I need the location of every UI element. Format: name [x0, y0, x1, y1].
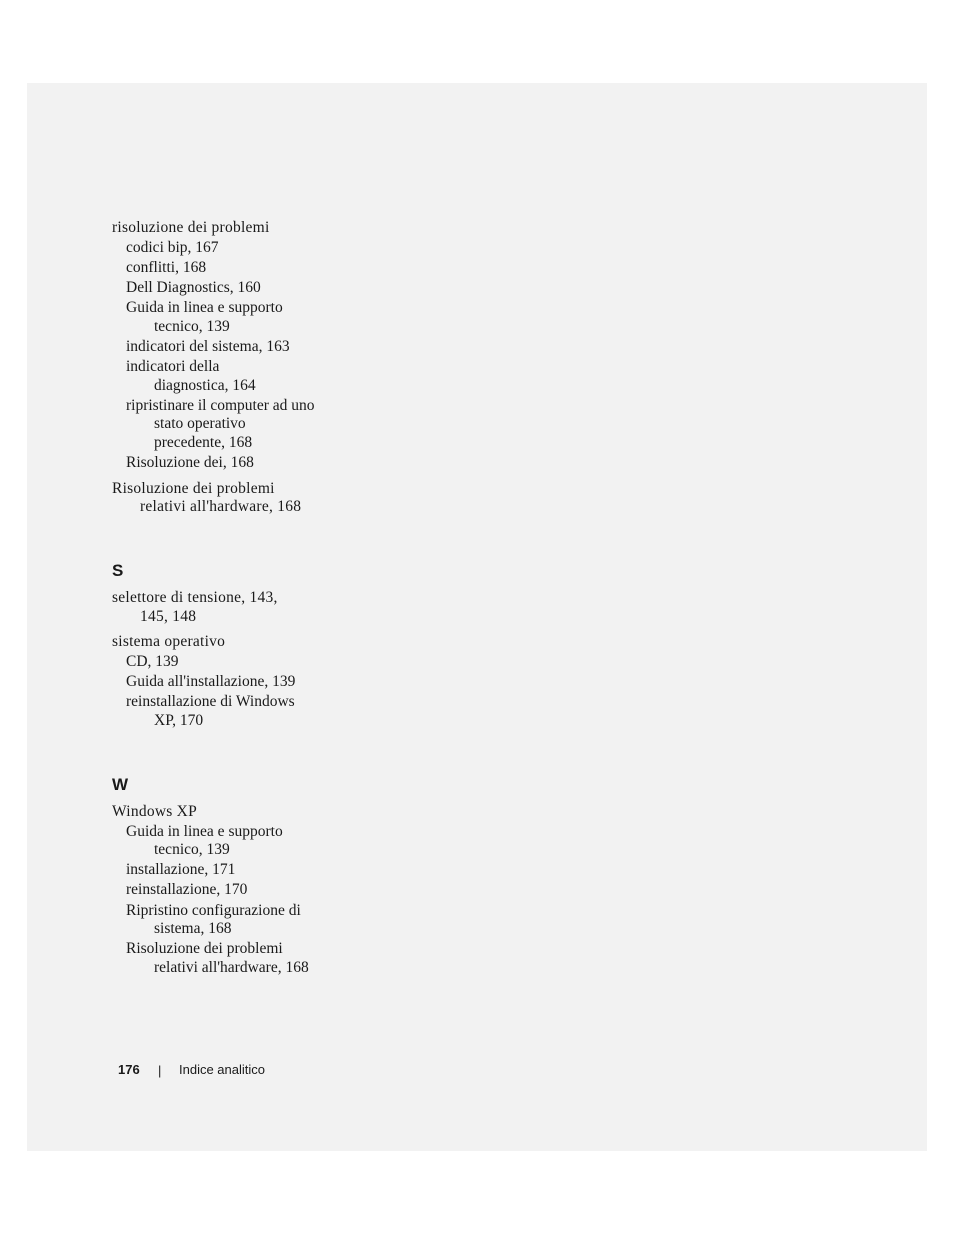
index-subterm: ripristinare il computer ad uno: [126, 396, 315, 414]
index-term: sistema operativo: [112, 633, 226, 651]
index-subentry: [112, 673, 352, 692]
index-column: [112, 219, 352, 977]
index-group-w: [112, 803, 352, 978]
index-subentry: [112, 823, 352, 860]
index-entry: [112, 633, 352, 730]
index-subterm: Risoluzione dei, 168: [126, 454, 254, 472]
index-subterm: Risoluzione dei problemi: [126, 940, 283, 958]
index-subterm: Guida in linea e supporto: [126, 822, 283, 840]
index-subentry: [112, 338, 352, 357]
index-term-continuation: relativi all'hardware, 168: [140, 498, 302, 516]
index-subentry: [112, 902, 352, 939]
index-term-continuation: 145, 148: [140, 607, 197, 625]
index-subentry: [112, 397, 352, 453]
index-subentry: [112, 358, 352, 395]
index-subterm-continuation: tecnico, 139: [154, 841, 230, 859]
index-group-s: [112, 589, 352, 731]
index-term: Risoluzione dei problemi: [112, 479, 275, 497]
index-entry: [112, 589, 352, 626]
page-number: 176: [118, 1062, 140, 1077]
index-subentry: [112, 239, 352, 258]
page-footer: [118, 1062, 265, 1078]
index-subterm: codici bip, 167: [126, 239, 219, 257]
index-term: selettore di tensione, 143,: [112, 588, 278, 606]
index-subterm-continuation: diagnostica, 164: [154, 376, 256, 394]
index-entry: [112, 480, 352, 517]
index-subterm: Guida all'installazione, 139: [126, 673, 296, 691]
index-subterm: Guida in linea e supporto: [126, 299, 283, 317]
index-subterm-continuation: precedente, 168: [154, 434, 253, 452]
index-subentry: [112, 454, 352, 473]
index-subentry: [112, 299, 352, 336]
section-letter-w: W: [112, 774, 129, 794]
index-subterm-continuation: XP, 170: [154, 711, 204, 729]
index-subterm: conflitti, 168: [126, 259, 207, 277]
index-subentry: [112, 940, 352, 977]
index-subterm: Ripristino configurazione di: [126, 901, 301, 919]
index-subterm: indicatori della: [126, 358, 220, 376]
index-subentry: [112, 259, 352, 278]
index-term: risoluzione dei problemi: [112, 219, 270, 236]
index-subentry: [112, 693, 352, 730]
index-group-r: [112, 219, 352, 517]
index-subterm: reinstallazione di Windows: [126, 693, 295, 711]
index-subterm: CD, 139: [126, 653, 179, 671]
index-subterm: Dell Diagnostics, 160: [126, 279, 261, 297]
index-subentry: [112, 653, 352, 672]
index-subterm: installazione, 171: [126, 861, 236, 879]
index-subterm-continuation: sistema, 168: [154, 920, 232, 938]
index-term: Windows XP: [112, 802, 197, 820]
footer-title: Indice analitico: [179, 1062, 265, 1077]
footer-separator: |: [158, 1063, 162, 1078]
index-subentry: [112, 861, 352, 880]
index-subterm: reinstallazione, 170: [126, 881, 248, 899]
index-subentry: [112, 279, 352, 298]
index-subentry: [112, 881, 352, 900]
index-subterm-continuation: tecnico, 139: [154, 317, 230, 335]
index-subterm: indicatori del sistema, 163: [126, 338, 290, 356]
index-subterm-continuation: stato operativo: [154, 415, 246, 433]
index-subterm-continuation: relativi all'hardware, 168: [154, 958, 309, 976]
section-letter-s: S: [112, 560, 124, 580]
index-entry: [112, 219, 352, 473]
index-entry: [112, 803, 352, 978]
